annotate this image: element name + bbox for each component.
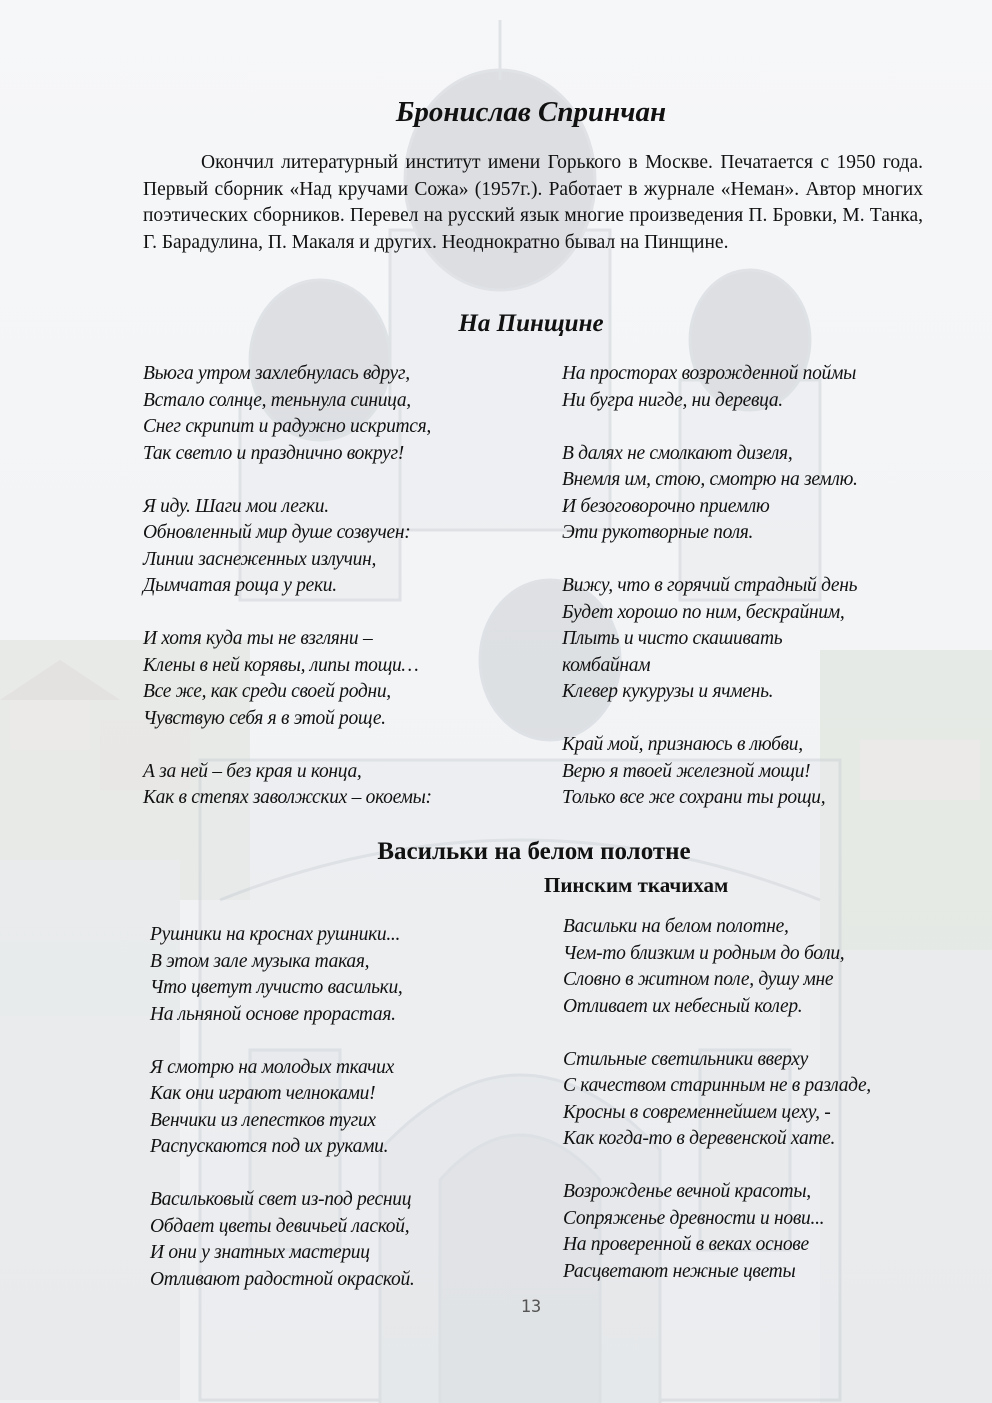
poem1-right-column: [562, 361, 942, 838]
poem-line: Дымчатая роща у реки.: [143, 575, 337, 596]
stanza: [563, 1047, 953, 1153]
poem-line: А за ней – без края и конца,: [143, 760, 362, 782]
poem-line: Обдает цветы девичьей лаской,: [150, 1215, 410, 1237]
stanza: [150, 1055, 550, 1161]
poem-dedication: Пинским ткачихам: [544, 873, 729, 897]
page-number: 13: [520, 1297, 542, 1317]
poem-line: Я смотрю на молодых ткачих: [150, 1056, 394, 1078]
poem-line: Что цветут лучисто васильки,: [150, 977, 403, 998]
poem-line: И хотя куда ты не взгляни –: [143, 628, 373, 649]
stanza: [562, 361, 942, 414]
poem-line: Только все же сохрани ты рощи,: [562, 787, 826, 808]
poem-line: Ни бугра нигде, ни деревца.: [562, 389, 783, 411]
poem-line: Плыть и чисто скашивать: [562, 628, 783, 649]
poem-line: Встало солнце, теньнула синица,: [143, 389, 411, 411]
poem-line: В далях не смолкают дизеля,: [562, 442, 793, 464]
poem-title-vasilki: Васильки на белом полотне: [377, 838, 691, 865]
poem-line: Сопряженье древности и нови...: [563, 1207, 825, 1229]
poem-line: Стильные светильники вверху: [563, 1048, 808, 1070]
stanza: [143, 361, 543, 467]
stanza: [143, 759, 543, 812]
stanza: [562, 441, 942, 547]
poem-line: На льняной основе прорастая.: [150, 1003, 396, 1025]
poem-line: Чувствую себя я в этой роще.: [143, 707, 386, 729]
poem-line: С качеством старинным не в разладе,: [563, 1075, 871, 1096]
poem-line: Клевер кукурузы и ячмень.: [562, 681, 774, 702]
poem-line: Возрожденье вечной красоты,: [563, 1181, 811, 1202]
author-heading: Бронислав Спринчан: [395, 96, 667, 128]
stanza: [563, 1179, 953, 1285]
poem-line: Будет хорошо по ним, бескрайним,: [562, 601, 845, 623]
poem-line: Распускаются под их руками.: [150, 1136, 389, 1157]
poem-line: Васильки на белом полотне,: [563, 916, 789, 937]
poem-line: Клены в ней корявы, липы тощи…: [143, 654, 419, 676]
poem-line: Линии заснеженных излучин,: [143, 548, 377, 570]
poem-line: Отливают радостной окраской.: [150, 1268, 415, 1290]
poem-line: На проверенной в веках основе: [563, 1234, 809, 1255]
poem-line: Васильковый свет из-под ресниц: [150, 1189, 412, 1210]
poem-line: Как когда-то в деревенской хате.: [563, 1128, 836, 1149]
poem-line: Как в степях заволжских – окоемы:: [143, 787, 432, 808]
poem-line: комбайнам: [562, 654, 651, 676]
stanza: [143, 626, 543, 732]
poem-line: И безоговорочно приемлю: [562, 495, 770, 517]
poem1-left-column: [143, 361, 543, 838]
poem-line: Чем-то близким и родным до боли,: [563, 942, 845, 964]
poem-line: Снег скрипит и радужно искрится,: [143, 416, 431, 437]
stanza: [143, 494, 543, 600]
stanza: [150, 1187, 550, 1293]
poem-line: В этом зале музыка такая,: [150, 950, 370, 972]
poem-line: Край мой, признаюсь в любви,: [562, 734, 803, 755]
poem-line: Отливает их небесный колер.: [563, 995, 803, 1017]
stanza: [562, 732, 942, 812]
poem-line: На просторах возрожденной поймы: [562, 363, 857, 384]
poem2-right-column: [563, 914, 953, 1312]
poem-line: Рушники на кроснах рушники...: [150, 924, 401, 945]
poem-line: Как они играют челноками!: [150, 1083, 376, 1104]
poem2-left-column: [150, 922, 550, 1320]
poem-line: Я иду. Шаги мои легки.: [143, 495, 329, 517]
author-bio: Окончил литературный институт имени Горького в Москве. Печатается с 1950 года. Первый сборник «Над кручами Сожа» (1957г.). Работает в журнале «Неман». Автор многих поэтических сборников. Перевел на русский язык многие произведения П. Бровки, М. Танка, Г. Барадулина, П. Макаля и других. Неоднократно бывал на Пинщине.: [143, 152, 923, 253]
poem-line: Венчики из лепестков тугих: [150, 1109, 376, 1131]
poem-line: Так светло и празднично вокруг!: [143, 442, 404, 464]
poem-line: Вижу, что в горячий страдный день: [562, 575, 858, 596]
poem-line: Словно в житном поле, душу мне: [563, 969, 834, 990]
poem-line: Кросны в современнейшем цеху, -: [563, 1101, 831, 1123]
poem-line: Эти рукотворные поля.: [562, 522, 754, 543]
poem-line: Обновленный мир душе созвучен:: [143, 522, 411, 543]
poem-line: Внемля им, стою, смотрю на землю.: [562, 469, 858, 490]
stanza: [562, 573, 942, 706]
poem-title-na-pinshchine: На Пинщине: [458, 310, 604, 337]
poem-line: Все же, как среди своей родни,: [143, 681, 391, 702]
poem-line: Верю я твоей железной мощи!: [562, 760, 811, 782]
stanza: [150, 922, 550, 1028]
poem-line: Вьюга утром захлебнулась вдруг,: [143, 363, 410, 384]
stanza: [563, 914, 953, 1020]
poem-line: И они у знатных мастериц: [150, 1242, 370, 1263]
poem-line: Расцветают нежные цветы: [563, 1260, 796, 1282]
